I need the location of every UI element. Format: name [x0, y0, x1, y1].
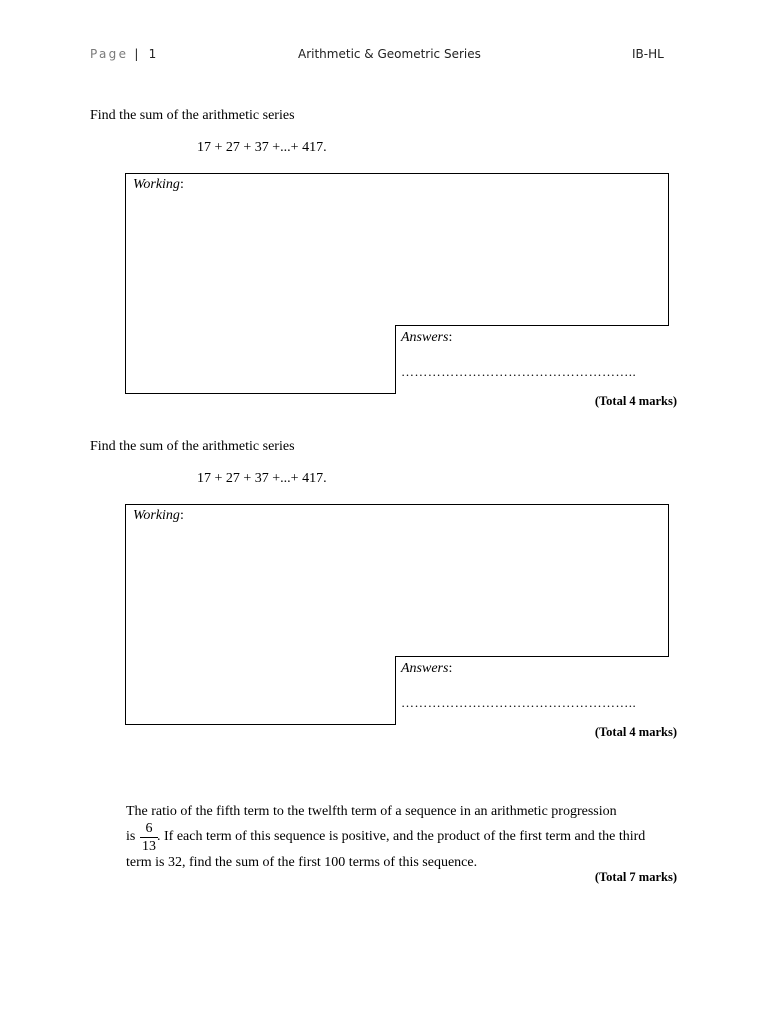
fraction-bar	[140, 837, 158, 838]
box-top-border	[125, 173, 669, 174]
fraction-numerator: 6	[145, 821, 153, 836]
question-3-line-2-suffix: . If each term of this sequence is positive, and the product of the first term and the third	[157, 829, 646, 844]
box-inner-border	[395, 325, 396, 394]
page-separator: |	[134, 47, 139, 61]
question-1-expression: 17 + 27 + 37 +...+ 417.	[197, 140, 327, 155]
question-3-marks: (Total 7 marks)	[594, 870, 677, 884]
question-3-line-2-prefix: is	[126, 829, 136, 844]
question-1-answer-line[interactable]: ……………………………………………..	[401, 364, 637, 379]
question-2-prompt: Find the sum of the arithmetic series	[90, 439, 295, 454]
question-1-answers-label: Answers:	[401, 330, 453, 345]
page-label: Page	[90, 47, 129, 61]
course-code: IB-HL	[632, 47, 664, 61]
question-1-working-label: Working:	[133, 177, 184, 192]
question-3-line-3: term is 32, find the sum of the first 100 terms of this sequence.	[126, 855, 478, 870]
document-title: Arithmetic & Geometric Series	[298, 47, 481, 61]
question-2-working-label: Working:	[133, 508, 184, 523]
box-left-border	[125, 173, 126, 394]
box-inner-border	[395, 656, 396, 725]
header-page-label	[90, 47, 156, 61]
question-2-answer-line[interactable]: ……………………………………………..	[401, 695, 637, 710]
box-top-border	[125, 504, 669, 505]
question-3-line-1: The ratio of the fifth term to the twelfth term of a sequence in an arithmetic progression	[126, 804, 617, 819]
box-left-border	[125, 504, 126, 725]
box-bottom-border	[125, 393, 396, 394]
question-1-marks: (Total 4 marks)	[594, 394, 677, 408]
question-2-answers-label: Answers:	[401, 661, 453, 676]
box-right-border	[668, 173, 669, 326]
ratio-fraction	[139, 821, 159, 854]
box-step-border	[395, 325, 669, 326]
question-1-prompt: Find the sum of the arithmetic series	[90, 108, 295, 123]
box-right-border	[668, 504, 669, 657]
box-step-border	[395, 656, 669, 657]
box-bottom-border	[125, 724, 396, 725]
question-2-expression: 17 + 27 + 37 +...+ 417.	[197, 471, 327, 486]
fraction-denominator: 13	[142, 839, 156, 854]
page-number: 1	[148, 47, 157, 61]
question-2-marks: (Total 4 marks)	[594, 725, 677, 739]
